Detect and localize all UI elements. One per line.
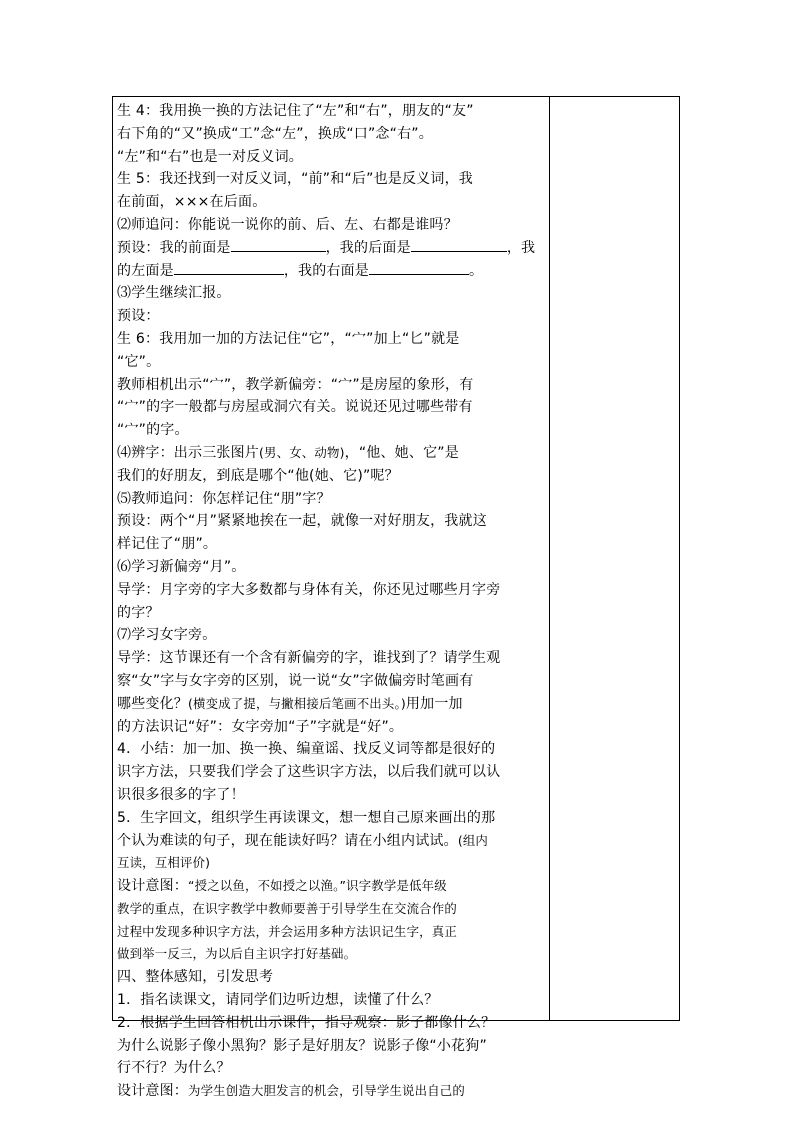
- fill-blank: [231, 237, 326, 252]
- text-line: 识很多很多的字了！: [117, 786, 245, 803]
- text-line-with-blanks: [117, 260, 545, 283]
- text-segment: 用加一加: [405, 695, 463, 712]
- text-line: 互读，互相评价): [117, 855, 211, 871]
- text-line: “左”和“右”也是一对反义词。: [117, 148, 304, 165]
- text-segment: 。: [469, 262, 484, 279]
- text-line: 我们的好朋友，到底是哪个“他(她、它)”呢？: [117, 467, 399, 484]
- text-line: “它”。: [117, 353, 161, 370]
- text-line: 教学的重点，在识字教学中教师要善于引导学生在交流合作的: [117, 900, 457, 916]
- text-line: ⑹学习新偏旁“月”。: [117, 558, 246, 575]
- lesson-plan-table: [112, 96, 680, 1100]
- text-line: 预设：两个“月”紧紧地挨在一起，就像一对好朋友，我就这: [117, 513, 487, 530]
- text-line: [117, 1080, 545, 1103]
- text-line: 为什么说影子像小黑狗？影子是好朋友？说影子像“小花狗”: [117, 1037, 487, 1054]
- text-segment: ，我: [506, 239, 536, 256]
- text-line: 导学：月字旁的字大多数都与身体有关，你还见过哪些月字旁: [117, 581, 501, 598]
- text-segment: 为学生创造大胆发言的机会，引导学生说出自己的: [188, 1083, 465, 1099]
- text-line: 教师相机出示“宀”，教学新偏旁：“宀”是房屋的象形，有: [117, 376, 474, 393]
- fill-blank: [174, 260, 284, 275]
- text-line: 在前面，×××在后面。: [117, 194, 267, 211]
- text-line: 右下角的“又”换成“工”念“左”，换成“口”念“右”。: [117, 125, 433, 142]
- text-line: 生 5：我还找到一对反义词，“前”和“后”也是反义词，我: [117, 171, 473, 188]
- fill-blank: [369, 260, 469, 275]
- text-line: 导学：这节课还有一个含有新偏旁的字，谁找到了？请学生观: [117, 650, 501, 667]
- text-segment: 设计意图：: [117, 1083, 188, 1100]
- text-segment: (男、女、动物): [259, 444, 345, 460]
- text-line: ⑵师追问：你能说一说你的前、后、左、右都是谁吗？: [117, 216, 458, 233]
- text-segment: “授之以鱼，不如授之以渔。”识字教学是低年级: [188, 878, 447, 894]
- text-line: ⑺学习女字旁。: [117, 627, 217, 644]
- text-line: 行不行？为什么？: [117, 1060, 231, 1077]
- text-line: 5．生字回文，组织学生再读课文，想一想自己原来画出的那: [117, 809, 496, 826]
- text-line: 做到举一反三，为以后自主识字打好基础。: [117, 946, 357, 962]
- text-line: “宀”的字。: [117, 422, 189, 439]
- text-line: [117, 442, 545, 465]
- text-line: “宀”的字一般都与房屋或洞穴有关。说说还见过哪些带有: [117, 399, 473, 416]
- text-segment: 哪些变化？: [117, 695, 188, 712]
- text-line: 2．根据学生回答相机出示课件，指导观察：影子都像什么？: [117, 1014, 496, 1031]
- text-line: 预设：: [117, 308, 160, 325]
- text-line: 识字方法，只要我们学会了这些识字方法，以后我们就可以认: [117, 764, 501, 781]
- text-segment: ，“他、她、它”是: [344, 444, 459, 461]
- text-segment: (横变成了提，与撇相接后笔画不出头。): [188, 695, 406, 711]
- text-segment: ，我的右面是: [283, 262, 370, 279]
- text-segment: ⑷辨字：出示三张图片: [117, 444, 259, 461]
- text-line: [117, 875, 545, 898]
- text-line: 察“女”字与女字旁的区别，说一说“女”字做偏旁时笔画有: [117, 672, 474, 689]
- text-line: 生 6：我用加一加的方法记住“它”，“宀”加上“匕”就是: [117, 330, 460, 347]
- lesson-content-cell: [113, 97, 550, 1100]
- text-line: [117, 830, 545, 853]
- text-line-with-blanks: [117, 237, 545, 260]
- text-segment: 个认为难读的句子，现在能读好吗？请在小组内试试。: [117, 832, 458, 849]
- text-line: 过程中发现多种识字方法，并会运用多种方法识记生字，真正: [117, 923, 457, 939]
- text-segment: 的左面是: [117, 262, 174, 279]
- text-line: ⑶学生继续汇报。: [117, 285, 231, 302]
- text-line: [117, 693, 545, 716]
- text-line: 样记住了“朋”。: [117, 536, 218, 553]
- text-line: 的字？: [117, 604, 160, 621]
- text-segment: 预设：我的前面是: [117, 239, 231, 256]
- text-segment: (组内: [457, 832, 489, 848]
- text-segment: ，我的后面是: [325, 239, 411, 256]
- fill-blank: [411, 237, 507, 252]
- text-line: ⑸教师追问：你怎样记住“朋”字？: [117, 490, 331, 507]
- text-line: 生 4：我用换一换的方法记住了“左”和“右”，朋友的“友”: [117, 103, 474, 119]
- notes-cell: [550, 97, 679, 1020]
- text-line: 的方法识记“好”：女字旁加“子”字就是“好”。: [117, 718, 404, 735]
- text-segment: 设计意图：: [117, 878, 188, 895]
- section-heading: 四、整体感知，引发思考: [117, 969, 274, 986]
- text-line: 4．小结：加一加、换一换、编童谣、找反义词等都是很好的: [117, 741, 496, 758]
- text-line: 1．指名读课文，请同学们边听边想，读懂了什么？: [117, 992, 439, 1009]
